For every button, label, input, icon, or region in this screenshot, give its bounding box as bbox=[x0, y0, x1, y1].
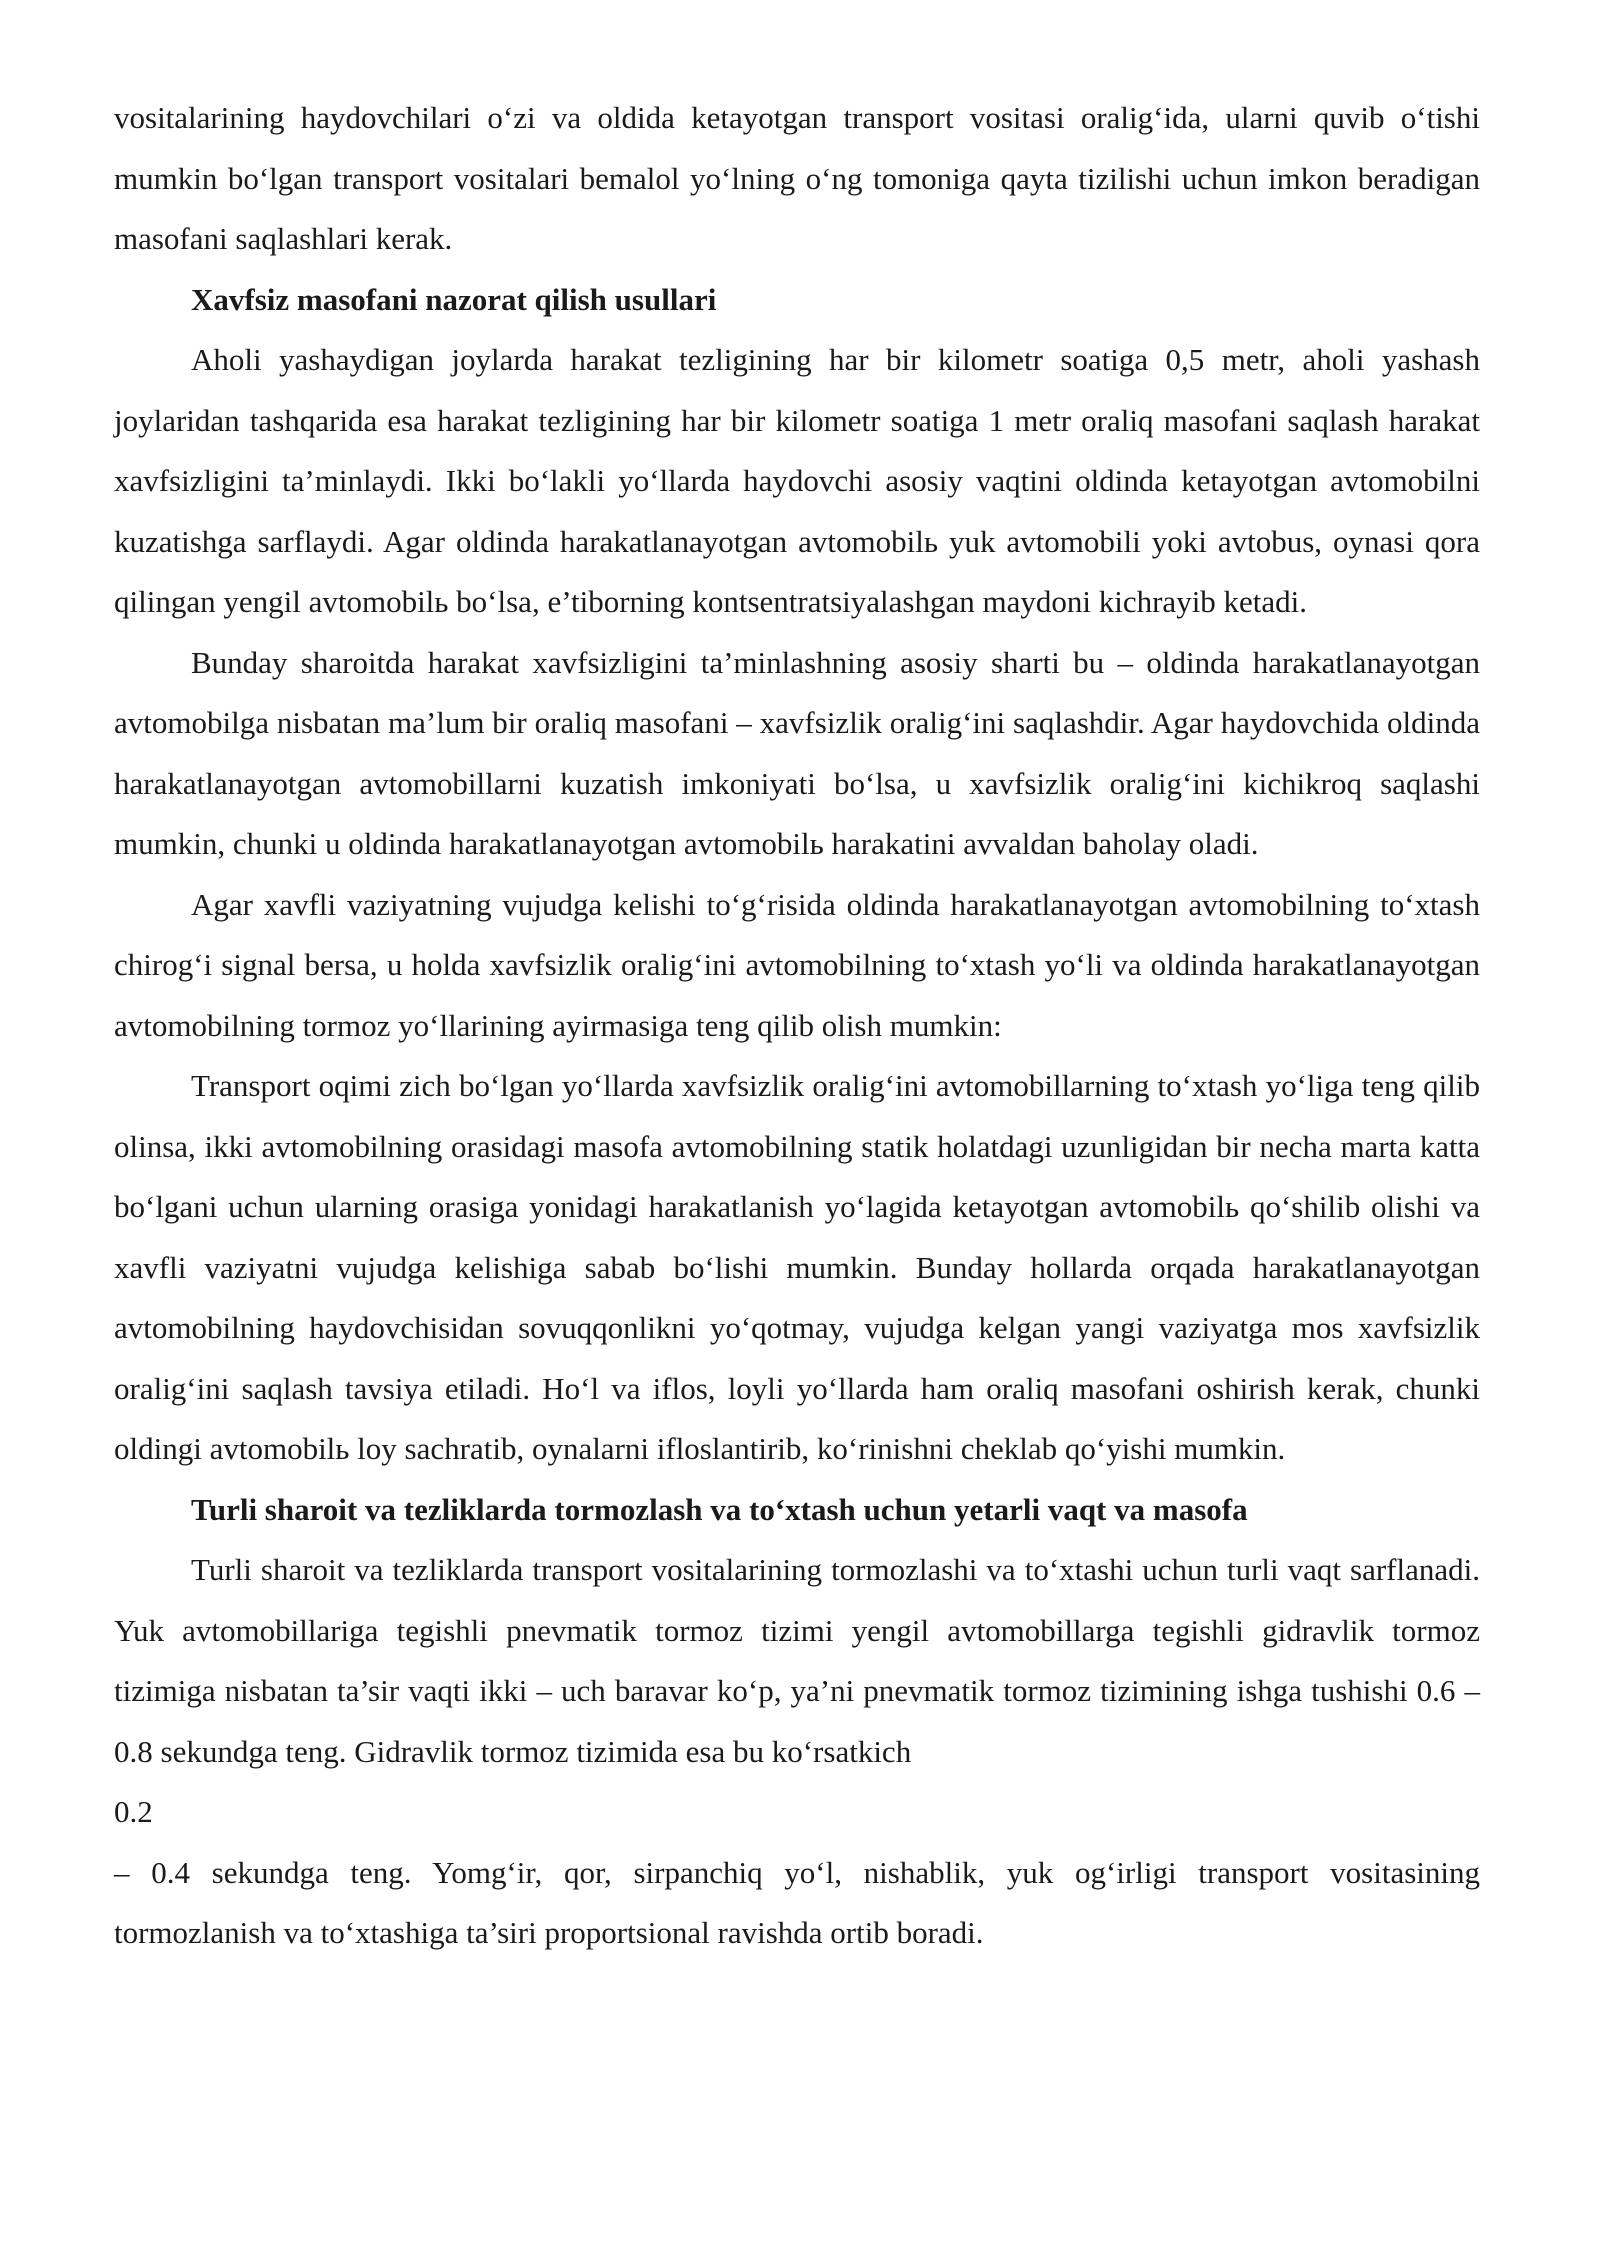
paragraph-brake-signal: Agar xavfli vaziyatning vujudga kelishi to‘g‘risida oldinda harakatlanayotgan avtomobilning to‘xtash chirog‘i signal bersa, u holda xavfsizlik oralig‘ini avtomobilning to‘xtash yo‘li va oldinda harakatlanayotgan avtomobilning tormoz yo‘llarining ayirmasiga teng qilib olish mumkin: bbox=[114, 886, 1480, 1043]
document-page bbox=[114, 88, 1480, 1964]
paragraph-braking-systems: Turli sharoit va tezliklarda transport vositalarining tormozlashi va to‘xtashi uchun turli vaqt sarflanadi. Yuk avtomobillariga tegishli pnevmatik tormoz tizimi yengil avtomobillarga tegishli gidravlik tormoz tizimiga nisbatan ta’sir vaqti ikki – uch baravar ko‘p, ya’ni pnevmatik tormoz tizimining ishga tushishi 0.6 – 0.8 sekundga teng. Gidravlik tormoz tizimida esa bu ko‘rsatkich bbox=[114, 1552, 1480, 1769]
section-heading-braking-time: Turli sharoit va tezliklarda tormozlash va to‘xtash uchun yetarli vaqt va masofa bbox=[191, 1491, 1248, 1527]
paragraph-line-fragment: 0.2 bbox=[114, 1794, 153, 1829]
paragraph-safe-distance: Aholi yashaydigan joylarda harakat tezligining har bir kilometr soatiga 0,5 metr, aholi yashash joylaridan tashqarida esa harakat tezligining har bir kilometr soatiga 1 metr oraliq masofani saqlash harakat xavfsizligini ta’minlaydi. Ikki bo‘lakli yo‘llarda haydovchi asosiy vaqtini oldinda ketayotgan avtomobilni kuzatishga sarflaydi. Agar oldinda harakatlanayotgan avtomobilь yuk avtomobili yoki avtobus, oynasi qora qilingan yengil avtomobilь bo‘lsa, e’tiborning kontsentratsiyalashgan maydoni kichrayib ketadi. bbox=[114, 342, 1480, 619]
section-heading-safe-distance: Xavfsiz masofani nazorat qilish usullari bbox=[191, 281, 717, 317]
paragraph-safety-condition: Bunday sharoitda harakat xavfsizligini ta’minlashning asosiy sharti bu – oldinda harakatlanayotgan avtomobilga nisbatan ma’lum bir oraliq masofani – xavfsizlik oralig‘ini saqlashdir. Agar haydovchida oldinda harakatlanayotgan avtomobillarni kuzatish imkoniyati bo‘lsa, u xavfsizlik oralig‘ini kichikroq saqlashi mumkin, chunki u oldinda harakatlanayotgan avtomobilь harakatini avvaldan baholay oladi. bbox=[114, 644, 1480, 861]
paragraph-dense-traffic: Transport oqimi zich bo‘lgan yo‘llarda xavfsizlik oralig‘ini avtomobillarning to‘xtash yo‘liga teng qilib olinsa, ikki avtomobilning orasidagi masofa avtomobilning statik holatdagi uzunligidan bir necha marta katta bo‘lgani uchun ularning orasiga yonidagi harakatlanish yo‘lagida ketayotgan avtomobilь qo‘shilib olishi va xavfli vaziyatni vujudga kelishiga sabab bo‘lishi mumkin. Bunday hollarda orqada harakatlanayotgan avtomobilning haydovchisidan sovuqqonlikni yo‘qotmay, vujudga kelgan yangi vaziyatga mos xavfsizlik oralig‘ini saqlash tavsiya etiladi. Ho‘l va iflos, loyli yo‘llarda ham oraliq masofani oshirish kerak, chunki oldingi avtomobilь loy sachratib, oynalarni ifloslantirib, ko‘rinishni cheklab qo‘yishi mumkin. bbox=[114, 1068, 1480, 1466]
paragraph-continuation: vositalarining haydovchilari o‘zi va oldida ketayotgan transport vositasi oralig‘ida, ularni quvib o‘tishi mumkin bo‘lgan transport vositalari bemalol yo‘lning o‘ng tomoniga qayta tizilishi uchun imkon beradigan masofani saqlashlari kerak. bbox=[114, 100, 1480, 256]
paragraph-braking-conditions: – 0.4 sekundga teng. Yomg‘ir, qor, sirpanchiq yo‘l, nishablik, yuk og‘irligi transport vositasining tormozlanish va to‘xtashiga ta’siri proportsional ravishda ortib boradi. bbox=[114, 1854, 1480, 1950]
